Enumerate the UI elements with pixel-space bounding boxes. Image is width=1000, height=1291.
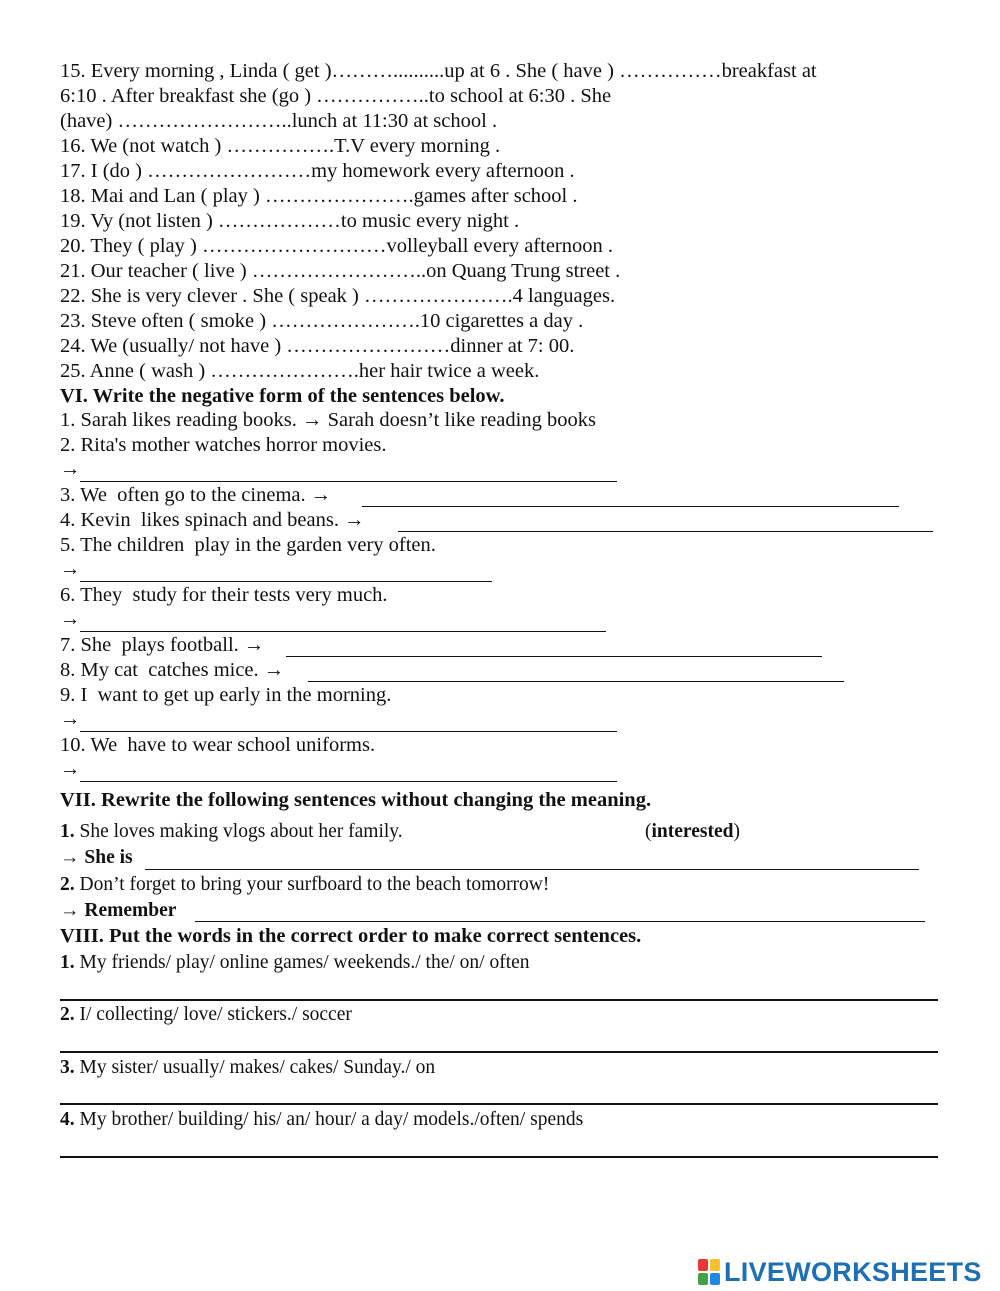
item-words: My friends/ play/ online games/ weekends./ the/ on/ often [74,952,530,973]
item-number: 4. [60,1109,75,1130]
exercise-line-15b: 6:10 . After breakfast she (go ) ……………..to school at 6:30 . She [60,85,612,107]
answer-line-9[interactable] [80,731,617,732]
exercise-line-17: 17. I (do ) ……………………my homework every afternoon . [60,160,575,182]
answer-line-vii-2[interactable] [195,921,925,922]
logo-tile [710,1273,720,1285]
section-vii-question-2 [60,872,549,897]
answer-line-6[interactable] [80,631,606,632]
answer-line-viii-1[interactable] [60,999,938,1001]
logo-tiles-icon [698,1259,720,1285]
question-text: She loves making vlogs about her family. [74,821,403,842]
section-vii-hint [645,819,740,844]
answer-line-10[interactable] [80,781,617,782]
section-vi-item-7: 7. She plays football. → [60,634,265,656]
section-viii-item-1 [60,950,530,975]
section-viii-heading: VIII. Put the words in the correct order to make correct sentences. [60,925,642,947]
answer-arrow: → [60,708,81,730]
section-vi-item-4: 4. Kevin likes spinach and beans. → [60,509,365,531]
exercise-line-15c: (have) ……………………..lunch at 11:30 at school . [60,110,498,132]
answer-line-8[interactable] [308,681,844,682]
logo-tile [698,1259,708,1271]
item-words: My sister/ usually/ makes/ cakes/ Sunday./ on [74,1057,436,1078]
section-viii-item-3 [60,1055,435,1080]
section-vi-item-3: 3. We often go to the cinema. → [60,484,332,506]
answer-line-5[interactable] [80,581,492,582]
section-vi-item-2: 2. Rita's mother watches horror movies. [60,434,387,456]
answer-arrow: → [60,758,81,780]
exercise-line-23: 23. Steve often ( smoke ) ………………….10 cigarettes a day . [60,310,584,332]
exercise-line-22: 22. She is very clever . She ( speak ) ………………….4 languages. [60,285,616,307]
answer-arrow: → [60,608,81,630]
exercise-line-25: 25. Anne ( wash ) ………………….her hair twice a week. [60,360,540,382]
exercise-line-15a: 15. Every morning , Linda ( get )………..........up at 6 . She ( have ) ……………breakfast at [60,60,817,82]
answer-line-3[interactable] [362,506,899,507]
section-viii-item-4 [60,1107,583,1132]
hint-close: ) [733,821,740,842]
answer-line-4[interactable] [398,531,933,532]
exercise-line-19: 19. Vy (not listen ) ………………to music every night . [60,210,520,232]
section-vii-question-1 [60,819,403,844]
hint-open: ( [645,821,652,842]
section-vii-answer-2-prefix: → Remember [60,900,177,921]
answer-arrow: → [60,558,81,580]
answer-line-2[interactable] [80,481,617,482]
hint-word: interested [651,821,734,842]
exercise-line-18: 18. Mai and Lan ( play ) ………………….games after school . [60,185,578,207]
section-vi-heading: VI. Write the negative form of the sentences below. [60,385,505,407]
section-vii-answer-1-prefix: → She is [60,847,133,868]
question-number: 2. [60,874,75,895]
item-words: My brother/ building/ his/ an/ hour/ a day/ models./often/ spends [74,1109,584,1130]
item-words: I/ collecting/ love/ stickers./ soccer [74,1004,352,1025]
exercise-line-16: 16. We (not watch ) …………….T.V every morning . [60,135,501,157]
logo-wordmark: LIVEWORKSHEETS [724,1256,982,1287]
item-number: 3. [60,1057,75,1078]
section-vi-example: 1. Sarah likes reading books. → Sarah doesn’t like reading books [60,409,596,431]
answer-line-viii-2[interactable] [60,1051,938,1053]
exercise-line-21: 21. Our teacher ( live ) ……………………..on Quang Trung street . [60,260,621,282]
question-text: Don’t forget to bring your surfboard to the beach tomorrow! [74,874,550,895]
section-vi-item-6: 6. They study for their tests very much. [60,584,388,606]
answer-arrow: → [60,458,81,480]
section-vi-item-10: 10. We have to wear school uniforms. [60,734,376,756]
logo-tile [698,1273,708,1285]
answer-line-vii-1[interactable] [145,869,919,870]
section-vi-item-9: 9. I want to get up early in the morning. [60,684,392,706]
section-vi-item-8: 8. My cat catches mice. → [60,659,285,681]
question-number: 1. [60,821,75,842]
exercise-line-20: 20. They ( play ) ………………………volleyball every afternoon . [60,235,613,257]
answer-line-viii-3[interactable] [60,1103,938,1105]
section-vii-heading: VII. Rewrite the following sentences without changing the meaning. [60,789,652,811]
item-number: 1. [60,952,75,973]
answer-line-7[interactable] [286,656,822,657]
item-number: 2. [60,1004,75,1025]
exercise-line-24: 24. We (usually/ not have ) ……………………dinner at 7: 00. [60,335,575,357]
liveworksheets-logo[interactable] [698,1258,982,1286]
answer-line-viii-4[interactable] [60,1156,938,1158]
section-viii-item-2 [60,1002,352,1027]
logo-tile [710,1259,720,1271]
section-vi-item-5: 5. The children play in the garden very often. [60,534,436,556]
